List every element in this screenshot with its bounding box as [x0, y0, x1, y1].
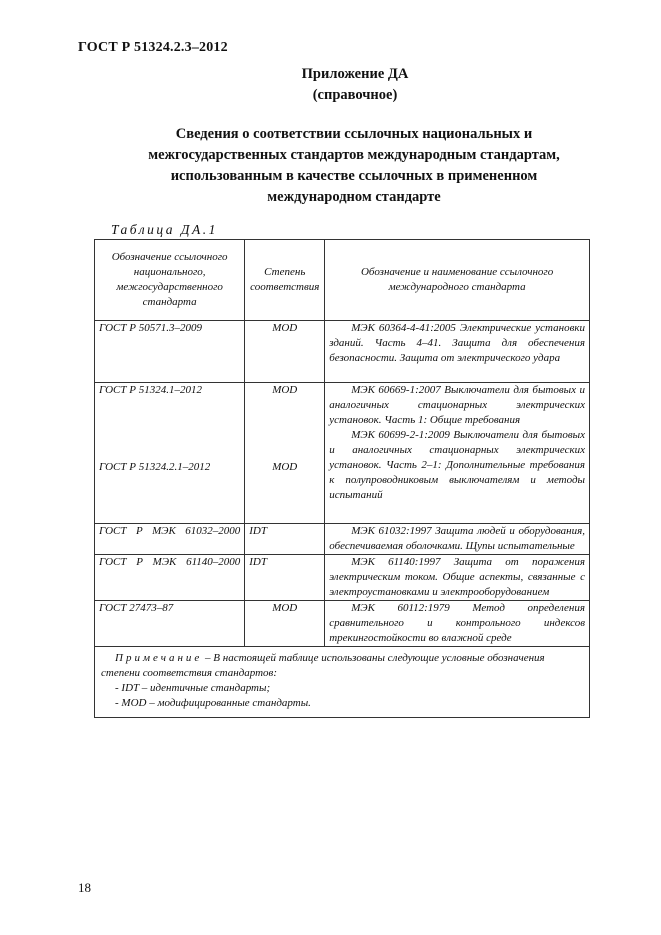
- note-item: - MOD – модифицированные стандарты.: [115, 697, 311, 709]
- description-text: МЭК 60364-4-41:2005 Электрические установки зданий. Часть 4–41. Защита для обеспечения безопасности. Защита от электрического удара: [329, 322, 585, 364]
- row-description: [325, 601, 590, 647]
- description-text: МЭК 60699-2-1:2009 Выключатели для бытовых и аналогичных стационарных электрических установок. Часть 2–1: Дополнительные требования к полупроводниковым выключателям и методы испытаний: [329, 429, 585, 501]
- table-header-row: [95, 240, 590, 321]
- row-description-group: [325, 383, 590, 524]
- reference-table: [94, 239, 590, 718]
- table-note-row: [95, 647, 590, 718]
- heading-line: использованным в качестве ссылочных в примененном: [170, 168, 538, 184]
- note-item: - IDT – идентичные стандарты;: [115, 682, 271, 694]
- table-row: [95, 601, 590, 647]
- row-description: [325, 555, 590, 601]
- table-row: [95, 555, 590, 601]
- row-designation: ГОСТ Р 51324.2.1–2012: [99, 461, 211, 473]
- row-degree: MOD: [245, 321, 325, 383]
- row-designation-group: [95, 383, 245, 524]
- heading-line: межгосударственных стандартов международным стандартам,: [148, 147, 560, 163]
- description-text: МЭК 61140:1997 Защита от поражения электрическим током. Общие аспекты, связанные с электроустановками и электрооборудованием: [329, 556, 585, 598]
- row-description: [325, 524, 590, 555]
- row-designation: ГОСТ Р 51324.1–2012: [99, 384, 202, 396]
- row-designation: ГОСТ Р 50571.3–2009: [95, 321, 245, 383]
- note-text: – В настоящей таблице использованы следующие условные обозначения степени соответствия стандартов:: [101, 652, 545, 679]
- row-designation: ГОСТ 27473–87: [95, 601, 245, 647]
- page-number: 18: [78, 880, 91, 895]
- document-code: ГОСТ Р 51324.2.3–2012: [78, 40, 228, 55]
- note-lead: Примечание: [115, 652, 203, 664]
- header-degree: Степень соответствия: [245, 240, 325, 321]
- row-designation: ГОСТ Р МЭК 61140–2000: [95, 555, 245, 601]
- table-note: [95, 647, 590, 718]
- appendix-subtitle: (справочное): [312, 87, 398, 103]
- appendix-title: Приложение ДА: [301, 66, 409, 82]
- row-degree: IDT: [245, 555, 325, 601]
- table-caption: Таблица ДА.1: [111, 222, 218, 237]
- heading-line: международном стандарте: [267, 189, 441, 205]
- description-text: МЭК 60669-1:2007 Выключатели для бытовых и аналогичных стационарных электрических установок. Часть 1: Общие требования: [329, 384, 585, 426]
- row-degree: IDT: [245, 524, 325, 555]
- row-designation: ГОСТ Р МЭК 61032–2000: [95, 524, 245, 555]
- description-text: МЭК 60112:1979 Метод определения сравнительного и контрольного индексов трекингостойкости во влажной среде: [329, 602, 585, 644]
- row-description: [325, 321, 590, 383]
- row-degree: MOD: [272, 384, 298, 396]
- table-row: [95, 383, 590, 524]
- row-degree: MOD: [272, 461, 298, 473]
- header-description: Обозначение и наименование ссылочного международного стандарта: [325, 240, 590, 321]
- section-heading: [90, 124, 618, 208]
- row-degree: MOD: [245, 601, 325, 647]
- header-designation: Обозначение ссылочного национального, межгосударственного стандарта: [95, 240, 245, 321]
- row-degree-group: [245, 383, 325, 524]
- table-row: [95, 321, 590, 383]
- heading-line: Сведения о соответствии ссылочных национальных и: [175, 126, 533, 142]
- table-row: [95, 524, 590, 555]
- description-text: МЭК 61032:1997 Защита людей и оборудования, обеспечиваемая оболочками. Щупы испытательные: [329, 525, 585, 552]
